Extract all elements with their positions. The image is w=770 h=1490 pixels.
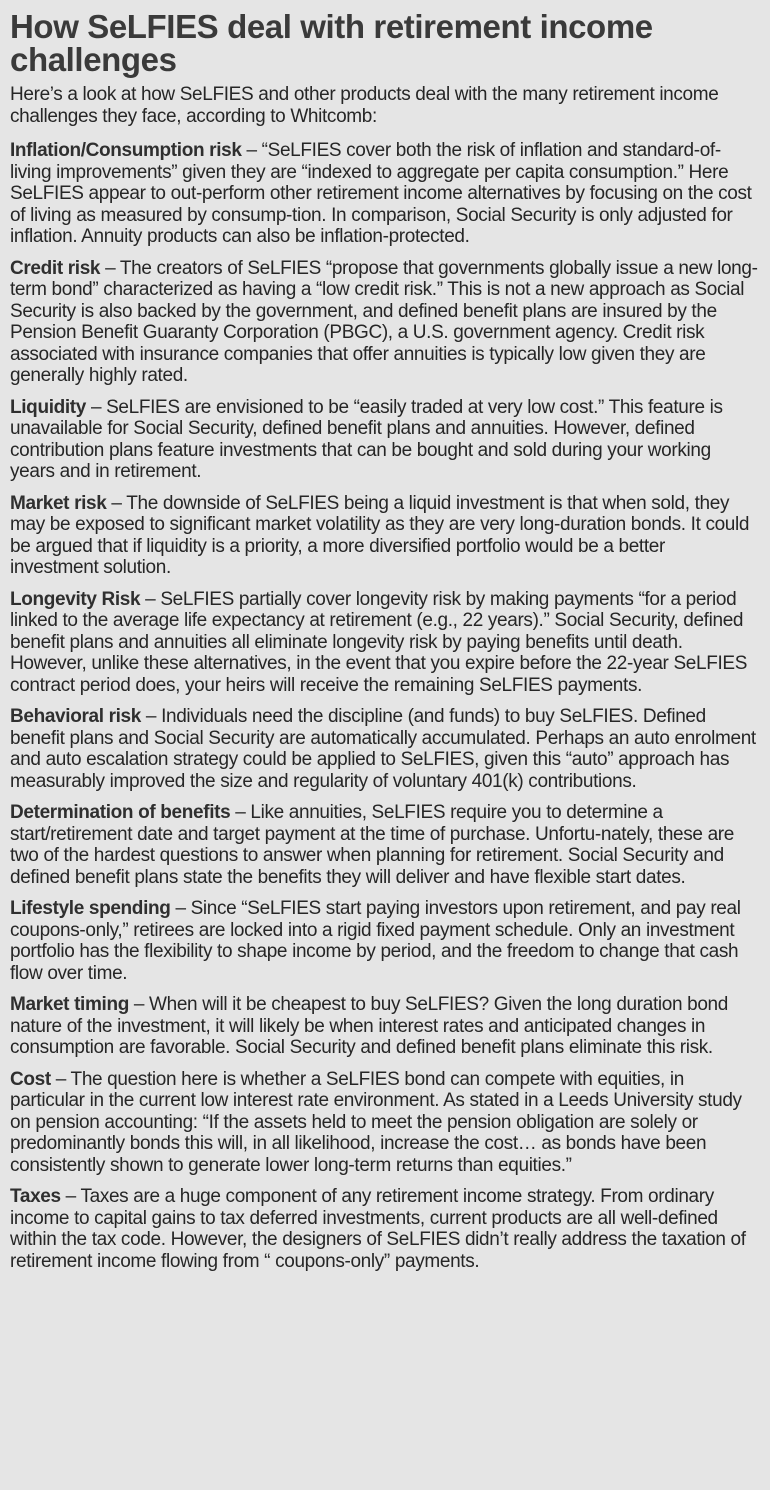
section-body: – The downside of SeLFIES being a liquid investment is that when sold, they may be exposed to significant market volatility as they are very long-duration bonds. It could be argued that if liquidity is a priority, a more diversified portfolio would be a better investment solution. <box>10 492 750 578</box>
section-body: – Individuals need the discipline (and funds) to buy SeLFIES. Defined benefit plans and Social Security are automatically accumulated. Perhaps an auto enrolment and auto escalation strategy could be applied to SeLFIES, given this “auto” approach has measurably improved the size and regularity of voluntary 401(k) contributions. <box>10 706 756 792</box>
section-term: Inflation/Consumption risk <box>10 140 242 161</box>
section-term: Determination of benefits <box>10 802 231 823</box>
section-term: Lifestyle spending <box>10 898 171 919</box>
section-liquidity <box>10 397 758 483</box>
section-body: – The creators of SeLFIES “propose that governments globally issue a new long-term bond” characterized as having a “low credit risk.” This is not a new approach as Social Security is also backed by the government, and defined benefit plans are insured by the Pension Benefit Guaranty Corporation (PBGC), a U.S. government agency. Credit risk associated with insurance companies that offer annuities is typically low given they are generally highly rated. <box>10 257 758 386</box>
section-cost <box>10 1069 758 1177</box>
section-body: – Like annuities, SeLFIES require you to determine a start/retirement date and target payment at the time of purchase. Unfortu-nately, these are two of the hardest questions to answer when planning for retirement. Social Security and defined benefit plans state the benefits they will deliver and have flexible start dates. <box>10 802 734 888</box>
section-body: – SeLFIES partially cover longevity risk by making payments “for a period linked to the average life expectancy at retirement (e.g., 22 years).” Social Security, defined benefit plans and annuities all eliminate longevity risk by paying benefits until death. However, unlike these alternatives, in the event that you expire before the 22-year SeLFIES contract period does, your heirs will receive the remaining SeLFIES payments. <box>10 588 748 696</box>
section-longevity-risk <box>10 589 758 697</box>
section-determination-of-benefits <box>10 802 758 888</box>
section-body: – When will it be cheapest to buy SeLFIES? Given the long duration bond nature of the investment, it will likely be when interest rates and anticipated changes in consumption are favorable. Social Security and defined benefit plans eliminate this risk. <box>10 994 728 1058</box>
section-term: Liquidity <box>10 396 87 418</box>
section-term: Cost <box>10 1068 51 1090</box>
section-term: Longevity Risk <box>10 588 141 610</box>
section-body: – SeLFIES are envisioned to be “easily traded at very low cost.” This feature is unavailable for Social Security, defined benefit plans and annuities. However, defined contribution plans feature investments that can be bought and sold during your working years and in retirement. <box>10 396 723 482</box>
section-market-timing <box>10 994 758 1059</box>
section-body: – “SeLFIES cover both the risk of inflation and standard-of-living improvements” given they are “indexed to aggregate per capita consumption.” Here SeLFIES appear to out-perform other retirement income alternatives by focusing on the cost of living as measured by consump-tion. In comparison, Social Security is only adjusted for inflation. Annuity products can also be inflation-protected. <box>10 140 752 247</box>
section-body: – The question here is whether a SeLFIES bond can compete with equities, in particular in the current low interest rate environment. As stated in a Leeds University study on pension accounting: “If the assets held to meet the pension obligation are solely or predominantly bonds this will, in all likelihood, increase the cost… as bonds have been consistently shown to generate lower long-term returns than equities.” <box>10 1068 742 1176</box>
section-term: Credit risk <box>10 257 101 279</box>
section-lifestyle-spending <box>10 898 758 984</box>
section-taxes <box>10 1186 758 1272</box>
section-behavioral-risk <box>10 706 758 792</box>
section-body: – Taxes are a huge component of any retirement income strategy. From ordinary income to capital gains to tax deferred investments, current products are all well-defined within the tax code. However, the designers of SeLFIES didn’t really address the taxation of retirement income flowing from “ coupons-only” payments. <box>10 1186 746 1272</box>
section-term: Market timing <box>10 994 129 1015</box>
section-term: Behavioral risk <box>10 706 141 727</box>
section-inflation-consumption-risk <box>10 140 758 248</box>
section-market-risk <box>10 493 758 579</box>
article-title: How SeLFIES deal with retirement income challenges <box>10 8 653 78</box>
section-term: Market risk <box>10 492 107 514</box>
article-intro: Here’s a look at how SeLFIES and other products deal with the many retirement income challenges they face, according to Whitcomb: <box>10 84 719 127</box>
section-credit-risk <box>10 258 758 387</box>
section-body: – Since “SeLFIES start paying investors upon retirement, and pay real coupons-only,” retirees are locked into a rigid fixed payment schedule. Only an investment portfolio has the flexibility to shape income by period, and the freedom to change that cash flow over time. <box>10 898 741 984</box>
section-term: Taxes <box>10 1186 61 1207</box>
